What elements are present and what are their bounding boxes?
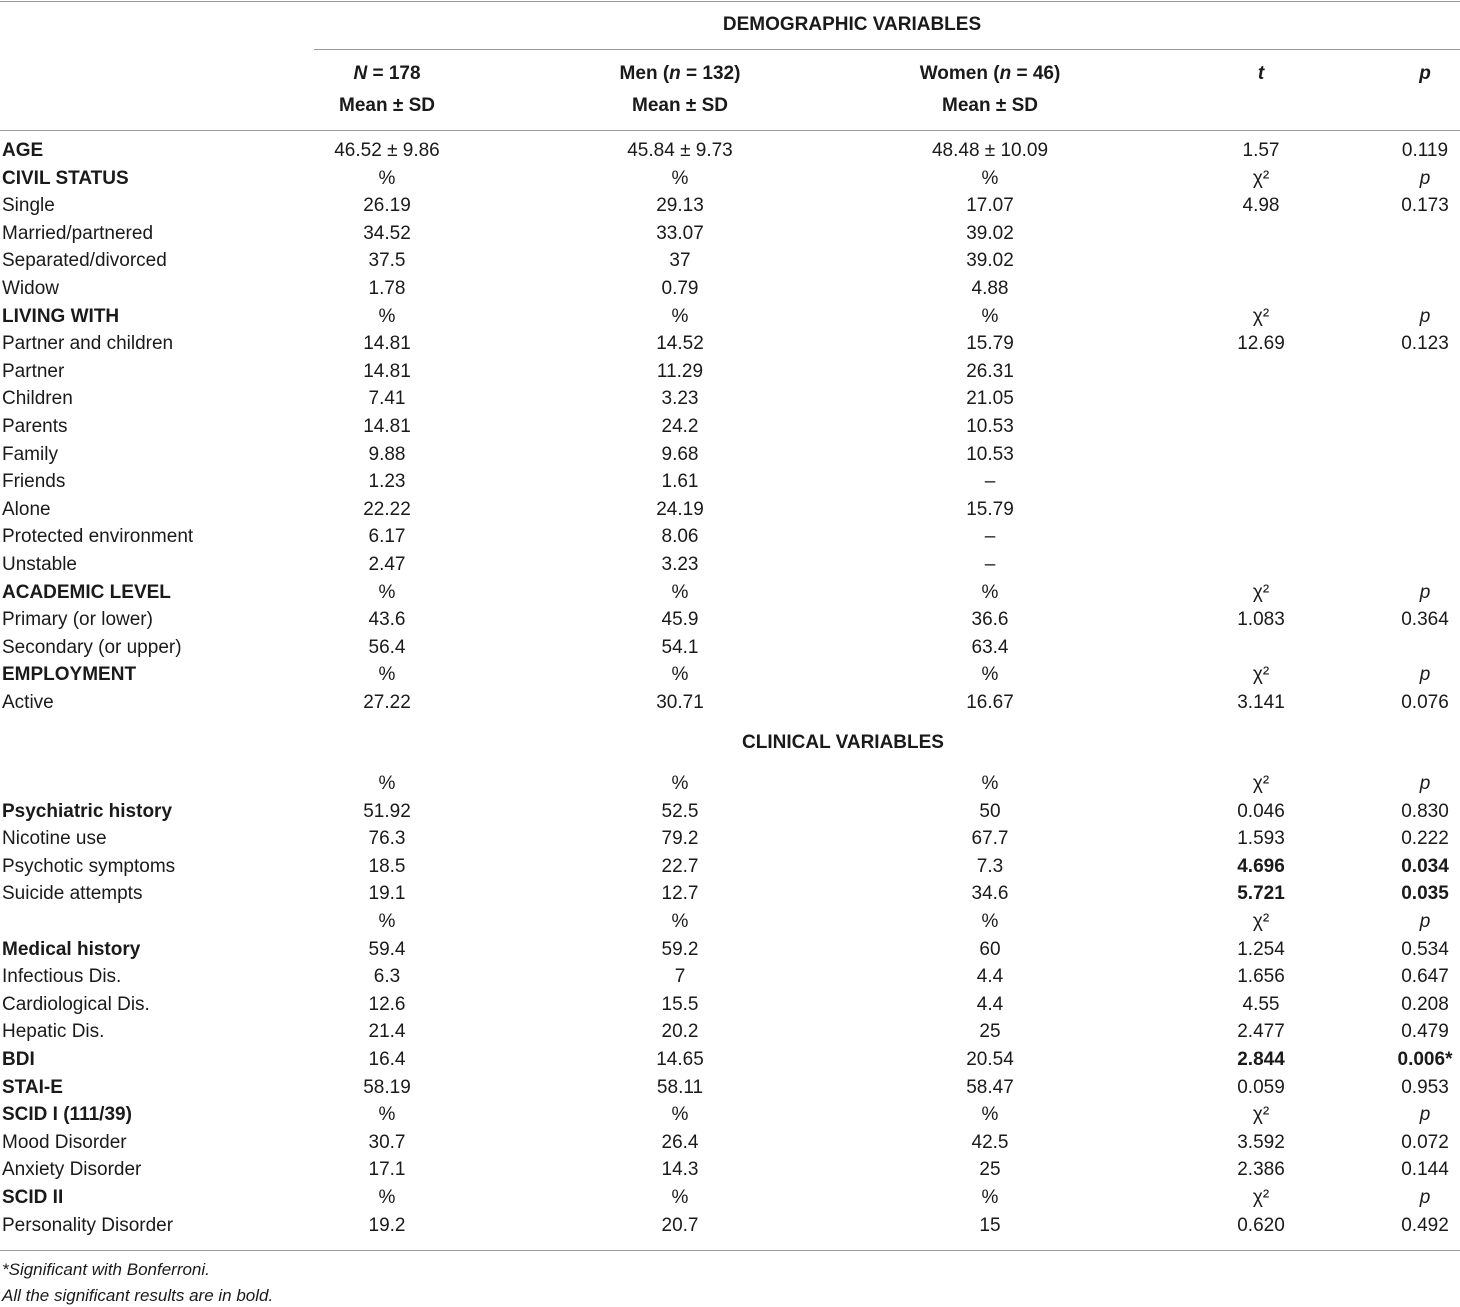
cell-p-value: 0.076 [1401, 692, 1449, 713]
col-women-header [920, 63, 1061, 85]
cell-men: 9.68 [661, 443, 699, 465]
cell-p-value: 0.953 [1401, 1076, 1449, 1098]
row-label: SCID I (111/39) [2, 1104, 132, 1126]
col-total-n-value: = 178 [367, 63, 421, 84]
cell-total: 16.4 [368, 1049, 406, 1070]
cell-men: % [671, 911, 689, 932]
row-label: AGE [2, 140, 44, 161]
cell-men: 22.7 [661, 855, 699, 877]
cell-total: 14.81 [363, 333, 411, 355]
cell-women: 58.47 [966, 1076, 1014, 1098]
cell-p-value: 0.144 [1401, 1159, 1449, 1181]
cell-women: 36.6 [971, 609, 1009, 631]
row-label: EMPLOYMENT [2, 664, 137, 686]
cell-women: % [981, 167, 999, 189]
cell-women: % [981, 305, 999, 327]
cell-statistic: χ² [1252, 664, 1270, 686]
section-rule [314, 49, 1460, 50]
cell-total: 59.4 [368, 938, 406, 960]
cell-men: 14.52 [656, 333, 704, 355]
row-label: Cardiological Dis. [2, 993, 150, 1015]
footnote-bold: All the significant results are in bold. [2, 1286, 274, 1305]
cell-total: 43.6 [368, 609, 406, 631]
cell-statistic: 0.620 [1237, 1214, 1285, 1236]
cell-statistic: 4.696 [1237, 855, 1285, 877]
col-total-header [353, 63, 420, 85]
row-label: Parents [2, 416, 68, 437]
cell-women: 50 [979, 800, 1001, 822]
cell-men: 52.5 [661, 800, 699, 822]
cell-p-value: p [1419, 167, 1431, 189]
cell-women: 34.6 [971, 883, 1009, 905]
cell-p-value: 0.647 [1401, 966, 1449, 988]
cell-total: % [378, 1104, 396, 1126]
cell-men: 3.23 [661, 554, 699, 575]
cell-men: 15.5 [661, 993, 699, 1015]
cell-statistic: 1.57 [1242, 140, 1280, 161]
cell-statistic: 1.254 [1237, 938, 1285, 960]
cell-men: % [671, 581, 689, 603]
row-label: Hepatic Dis. [2, 1021, 105, 1043]
cell-statistic: χ² [1252, 1187, 1270, 1208]
cell-p-value: p [1419, 911, 1431, 932]
cell-total: 27.22 [363, 692, 411, 713]
cell-statistic: χ² [1252, 911, 1270, 932]
cell-p-value: 0.072 [1401, 1131, 1449, 1153]
cell-statistic: 1.656 [1237, 966, 1285, 988]
cell-statistic: 1.593 [1237, 828, 1285, 850]
col-total-meansd: Mean ± SD [339, 95, 435, 116]
demographic-section-title: DEMOGRAPHIC VARIABLES [722, 14, 982, 35]
cell-men: % [671, 1104, 689, 1126]
cell-p-value: 0.034 [1401, 855, 1449, 877]
cell-p-value: 0.479 [1401, 1021, 1449, 1043]
row-label: Single [2, 195, 55, 217]
cell-p-value: p [1419, 773, 1431, 794]
row-label: Psychotic symptoms [2, 855, 176, 877]
cell-men: 30.71 [656, 692, 704, 713]
cell-p-value: 0.119 [1401, 140, 1449, 161]
cell-women: 67.7 [971, 828, 1009, 850]
cell-total: 34.52 [363, 222, 411, 244]
col-women-meansd: Mean ± SD [942, 95, 1038, 116]
cell-p-value: p [1419, 581, 1431, 603]
cell-p-value: 0.173 [1401, 195, 1449, 217]
row-label: Nicotine use [2, 828, 107, 850]
row-label: Children [2, 388, 73, 410]
cell-women: % [981, 1104, 999, 1126]
cell-total: 56.4 [368, 636, 406, 658]
cell-statistic: 0.046 [1237, 800, 1285, 822]
cell-women: 4.4 [976, 966, 1004, 988]
cell-total: 76.3 [368, 828, 406, 850]
cell-total: % [378, 911, 396, 932]
row-label: Partner [2, 360, 65, 382]
cell-men: 8.06 [661, 526, 699, 548]
cell-statistic: χ² [1252, 167, 1270, 189]
row-label: Suicide attempts [2, 883, 143, 905]
cell-statistic: 2.844 [1237, 1049, 1285, 1070]
col-women-n-symbol: n [999, 63, 1012, 84]
cell-women: 15.79 [966, 333, 1014, 355]
cell-p-value: 0.830 [1401, 800, 1449, 822]
cell-men: 14.3 [661, 1159, 699, 1181]
cell-men: 0.79 [661, 278, 699, 299]
row-label: SCID II [2, 1187, 64, 1208]
cell-women: 10.53 [966, 416, 1014, 437]
cell-women: 48.48 ± 10.09 [931, 140, 1049, 161]
cell-men: 3.23 [661, 388, 699, 410]
cell-total: % [378, 773, 396, 794]
cell-statistic: 2.477 [1237, 1021, 1285, 1043]
cell-statistic: 4.55 [1242, 993, 1280, 1015]
cell-p-value: 0.364 [1401, 609, 1449, 631]
cell-statistic: 3.592 [1237, 1131, 1285, 1153]
cell-statistic: χ² [1252, 581, 1270, 603]
cell-women: 4.4 [976, 993, 1004, 1015]
cell-total: 37.5 [368, 250, 406, 272]
cell-women: % [981, 1187, 999, 1208]
cell-statistic: 2.386 [1237, 1159, 1285, 1181]
cell-men: % [671, 305, 689, 327]
cell-women: 20.54 [966, 1049, 1014, 1070]
row-label: Partner and children [2, 333, 174, 355]
cell-statistic: 0.059 [1237, 1076, 1285, 1098]
cell-men: 58.11 [656, 1076, 704, 1098]
cell-men: % [671, 664, 689, 686]
row-label: Active [2, 692, 54, 713]
row-label: Married/partnered [2, 222, 154, 244]
cell-women: 10.53 [966, 443, 1014, 465]
cell-women: 17.07 [966, 195, 1014, 217]
cell-total: 14.81 [363, 360, 411, 382]
row-label: CIVIL STATUS [2, 167, 129, 189]
row-label: Alone [2, 498, 51, 520]
cell-men: 24.2 [661, 416, 699, 437]
cell-statistic: 5.721 [1237, 883, 1285, 905]
row-label: Personality Disorder [2, 1214, 174, 1236]
cell-women: 7.3 [976, 855, 1004, 877]
cell-men: 54.1 [661, 636, 699, 658]
cell-total: 26.19 [363, 195, 411, 217]
cell-total: 1.78 [368, 278, 406, 299]
cell-total: 14.81 [363, 416, 411, 437]
cell-men: 20.7 [661, 1214, 699, 1236]
cell-women: 15.79 [966, 498, 1014, 520]
cell-men: 14.65 [656, 1049, 704, 1070]
cell-men: 7 [674, 966, 686, 988]
cell-women: 21.05 [966, 388, 1014, 410]
cell-women: 4.88 [971, 278, 1009, 299]
col-total-n-symbol: N [353, 63, 368, 84]
cell-total: 12.6 [368, 993, 406, 1015]
bottom-rule [0, 1250, 1460, 1251]
cell-p-value: 0.035 [1401, 883, 1449, 905]
cell-statistic: 4.98 [1242, 195, 1280, 217]
cell-men: 45.84 ± 9.73 [627, 140, 733, 161]
row-label: Psychiatric history [2, 800, 173, 822]
footnote-bonferroni: *Significant with Bonferroni. [2, 1260, 210, 1279]
cell-men: % [671, 167, 689, 189]
cell-women: 39.02 [966, 250, 1014, 272]
col-men-header [620, 63, 741, 85]
cell-women: 25 [979, 1159, 1001, 1181]
row-label: BDI [2, 1049, 35, 1070]
cell-total: 46.52 ± 9.86 [334, 140, 440, 161]
cell-total: % [378, 167, 396, 189]
cell-women: – [984, 471, 996, 493]
row-label: Unstable [2, 554, 77, 575]
cell-total: 58.19 [363, 1076, 411, 1098]
cell-statistic: χ² [1252, 1104, 1270, 1126]
col-men-n-symbol: n [669, 63, 681, 84]
cell-men: 79.2 [661, 828, 699, 850]
cell-statistic: 12.69 [1237, 333, 1285, 355]
cell-women: – [984, 554, 996, 575]
cell-men: 12.7 [661, 883, 699, 905]
cell-total: 7.41 [368, 388, 406, 410]
cell-statistic: 3.141 [1237, 692, 1285, 713]
cell-statistic: 1.083 [1237, 609, 1285, 631]
row-label: Family [2, 443, 58, 465]
cell-total: 22.22 [363, 498, 411, 520]
cell-women: 25 [979, 1021, 1001, 1043]
cell-p-value: 0.006* [1397, 1049, 1453, 1070]
row-label: ACADEMIC LEVEL [2, 581, 171, 603]
row-label: Mood Disorder [2, 1131, 127, 1153]
cell-men: 24.19 [656, 498, 704, 520]
cell-total: 6.3 [373, 966, 401, 988]
cell-women: 16.67 [966, 692, 1014, 713]
col-women-label: Women ( [919, 63, 1000, 84]
cell-men: 33.07 [656, 222, 704, 244]
cell-total: 17.1 [368, 1159, 406, 1181]
cell-women: % [981, 581, 999, 603]
cell-men: 29.13 [656, 195, 704, 217]
row-label: STAI-E [2, 1076, 63, 1098]
row-label: Separated/divorced [2, 250, 167, 272]
cell-total: 9.88 [368, 443, 406, 465]
cell-p-value: p [1419, 305, 1431, 327]
cell-women: % [981, 664, 999, 686]
cell-statistic: χ² [1252, 305, 1270, 327]
cell-p-value: p [1419, 1104, 1431, 1126]
cell-p-value: p [1419, 664, 1431, 686]
col-women-n-value: = 46) [1011, 63, 1061, 84]
cell-total: % [378, 581, 396, 603]
cell-total: % [378, 305, 396, 327]
cell-men: % [671, 1187, 689, 1208]
cell-men: 26.4 [661, 1131, 699, 1153]
cell-men: 20.2 [661, 1021, 699, 1043]
cell-women: 26.31 [966, 360, 1014, 382]
col-men-meansd: Mean ± SD [632, 95, 728, 116]
clinical-section-title: CLINICAL VARIABLES [742, 732, 944, 753]
col-men-label: Men ( [619, 63, 670, 84]
cell-women: 42.5 [971, 1131, 1009, 1153]
cell-total: 19.2 [368, 1214, 406, 1236]
cell-women: 15 [979, 1214, 1001, 1236]
cell-total: 30.7 [368, 1131, 406, 1153]
col-p-header: p [1419, 63, 1431, 84]
cell-men: 37 [669, 250, 691, 272]
cell-total: 2.47 [368, 554, 406, 575]
cell-women: 63.4 [971, 636, 1009, 658]
cell-men: % [671, 773, 689, 794]
cell-total: 21.4 [368, 1021, 406, 1043]
row-label: Primary (or lower) [2, 609, 153, 631]
cell-total: 18.5 [368, 855, 406, 877]
top-rule [0, 1, 1460, 2]
row-label: Widow [2, 278, 60, 299]
cell-p-value: 0.534 [1401, 938, 1449, 960]
header-rule [0, 130, 1460, 131]
cell-total: % [378, 1187, 396, 1208]
col-t-header: t [1257, 63, 1265, 84]
cell-men: 11.29 [656, 360, 704, 382]
cell-women: 39.02 [966, 222, 1014, 244]
cell-p-value: 0.222 [1401, 828, 1449, 850]
row-label: LIVING WITH [2, 305, 120, 327]
cell-p-value: 0.492 [1401, 1214, 1449, 1236]
cell-total: 6.17 [368, 526, 406, 548]
cell-women: – [984, 526, 996, 548]
cell-total: 51.92 [363, 800, 411, 822]
cell-total: 1.23 [368, 471, 406, 493]
cell-women: % [981, 773, 999, 794]
row-label: Infectious Dis. [2, 966, 122, 988]
cell-men: 1.61 [661, 471, 699, 493]
col-men-n-value: = 132) [680, 63, 741, 84]
row-label: Friends [2, 471, 66, 493]
cell-men: 59.2 [661, 938, 699, 960]
cell-statistic: χ² [1252, 773, 1270, 794]
cell-p-value: 0.208 [1401, 993, 1449, 1015]
cell-total: % [378, 664, 396, 686]
row-label: Medical history [2, 938, 141, 960]
cell-women: 60 [979, 938, 1001, 960]
cell-women: % [981, 911, 999, 932]
cell-p-value: p [1419, 1187, 1431, 1208]
cell-men: 45.9 [661, 609, 699, 631]
cell-p-value: 0.123 [1401, 333, 1449, 355]
cell-total: 19.1 [368, 883, 406, 905]
row-label: Anxiety Disorder [2, 1159, 142, 1181]
row-label: Secondary (or upper) [2, 636, 182, 658]
row-label: Protected environment [2, 526, 194, 548]
